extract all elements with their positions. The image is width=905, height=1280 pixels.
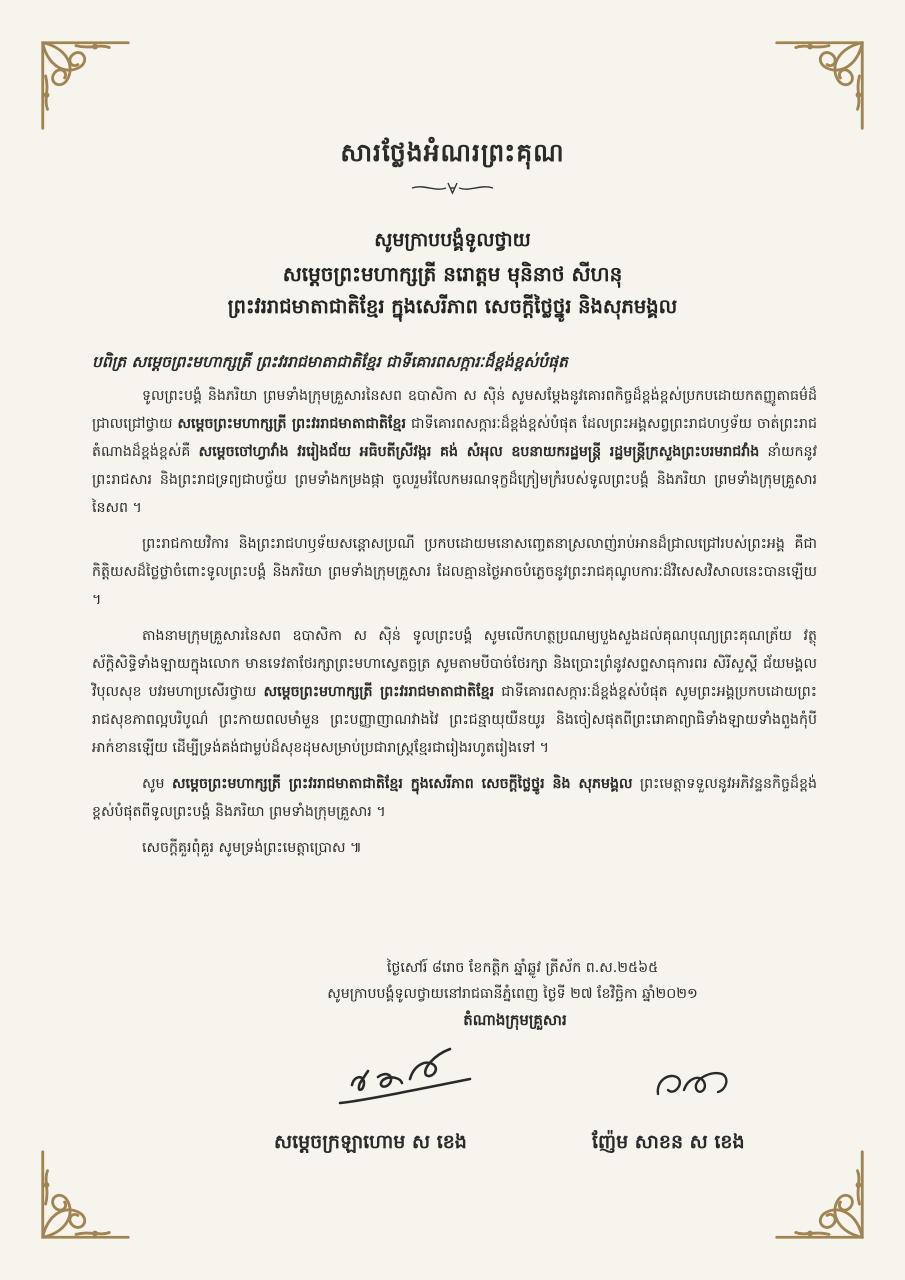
family-representative-label: តំណាងក្រុមគ្រួសារ (463, 1011, 567, 1029)
flourish-icon (772, 1147, 867, 1242)
corner-ornament-top-left (38, 38, 133, 133)
addressee-name: សម្តេចព្រះមហាក្សត្រី នរោត្តម មុនិនាថ សីហនុ (282, 262, 623, 286)
paragraph-2: ព្រះរាជកាយវិការ និងព្រះរាជហឫទ័យសន្តោសប្រណី ប្រកបដោយមនោសញ្ចេតនាស្រលាញ់រាប់អានដ៏ជ្រាលជ្រៅរបស់ព្រះអង្គ គឺជាកិត្តិយសដ៏ថ្លៃថ្លាចំពោះទូលព្រះបង្គំ និងភរិយា ព្រមទាំងក្រុមគ្រួសារ ដែលគ្មានថ្ងៃអាចបំភ្លេចនូវព្រះរាជគុណូបការៈដ៏វិសេសវិសាលនេះបានឡើយ ។ (92, 536, 817, 608)
bold-text-run: សម្តេចព្រះមហាក្សត្រី ព្រះវររាជមាតាជាតិខ្មែរ (263, 684, 495, 700)
flourish-icon (38, 1147, 133, 1242)
lunar-date: ថ្ងៃសៅរ៍ ៨រោច ខែកត្តិក ឆ្នាំឆ្លូវ ត្រីស័ក ព.ស.២៥៦៥ (386, 960, 659, 976)
letter-subhead: បពិត្រ សម្តេចព្រះមហាក្សត្រី ព្រះវររាជមាតាជាតិខ្មែរ ជាទីគោរពសក្ការៈដ៏ខ្ពង់ខ្ពស់បំផុត (92, 353, 568, 371)
text-run: ជាទីគោរពសក្ការៈដ៏ខ្ពង់ខ្ពស់បំផុត សូមព្រះអង្គប្រកបដោយព្រះរាជសុខភាពល្អបរិបូណ៌ ព្រះកាយពលមាំមួន ព្រះបញ្ញាញាណវាងវៃ ព្រះជន្មាយុយឺនយូរ និងចៀសផុតពីព្រះរោគាព្យាធិទាំងឡាយទាំងពួងកុំបីអាក់ខានឡើយ ដើម្បីទ្រង់គង់ជាម្លប់ដ៏សុខដុមសម្រាប់ប្រជារាស្ត្រខ្មែរជារៀងរហូតរៀងទៅ ។ (92, 684, 817, 756)
bold-text-run: សម្តេចព្រះមហាក្សត្រី ព្រះវររាជមាតាជាតិខ្មែរ (177, 416, 406, 432)
corner-ornament-top-right (772, 38, 867, 133)
flourish-icon (772, 38, 867, 133)
bold-text-run: សម្តេចចៅហ្វាវាំង វររៀងជ័យ អធិបតីស្រីវង្ករ គង់ សំអុល ឧបនាយករដ្ឋមន្ត្រី រដ្ឋមន្ត្រីក្រសួងព្រះបរមរាជវាំង (198, 444, 760, 460)
salutation-line: សូមក្រាបបង្គំទូលថ្វាយ (374, 229, 531, 251)
text-run: ជាទីគោរពសក្ការៈដ៏ខ្ពង់ខ្ពស់បំផុត ដែលព្រះអង្គសព្វព្រះរាជហឫទ័យ ចាត់ព្រះរាជតំណាងដ៏ខ្ពង់ខ្ពស់គឺ (92, 416, 817, 460)
divider-ornament-icon (410, 180, 495, 196)
corner-ornament-bottom-left (38, 1147, 133, 1242)
text-run: សូម (142, 776, 172, 792)
text-run: តាងនាមក្រុមគ្រួសារនៃសព ឧបាសិកា ស ស៊ិន់ ទូលព្រះបង្គំ សូមលើកហត្ថប្រណម្យបួងសួងដល់គុណបុណ្យព្រះគុណត្រ័យ វត្ថុស័ក្តិសិទ្ធិទាំងឡាយក្នុងលោក មានទេវតាថែរក្សាព្រះមហាស្វេតច្ឆត្រ សូមតាមបីបាច់ថែរក្សា និងប្រោះព្រំនូវសព្ទសាធុការពរ សិរីសួស្តី ជ័យមង្គល វិបុលសុខ បវរមហាប្រសើរថ្វាយ (92, 628, 817, 700)
solar-date: សូមក្រាបបង្គំទូលថ្វាយនៅរាជធានីភ្នំពេញ ថ្ងៃទី ២៧ ខែវិច្ឆិកា ឆ្នាំ២០២១ (327, 986, 698, 1002)
addressee-title: ព្រះវររាជមាតាជាតិខ្មែរ ក្នុងសេរីភាព សេចក្តីថ្លៃថ្នូរ និងសុភមង្គល (227, 295, 678, 318)
document-title: សារថ្លែងអំណរព្រះគុណ (340, 138, 565, 167)
paragraph-1 (92, 382, 817, 522)
flourish-icon (38, 38, 133, 133)
bold-text-run: សម្តេចព្រះមហាក្សត្រី ព្រះវររាជមាតាជាតិខ្មែរ ក្នុងសេរីភាព សេចក្តីថ្លៃថ្នូរ និង សុភមង្គល (171, 776, 633, 792)
signer-name-right: ញ៉ែម សាខន ស ខេង (592, 1131, 745, 1153)
signature-right (650, 1060, 735, 1110)
signature-left (330, 1035, 480, 1125)
letter-body (92, 348, 817, 862)
signer-name-left: សម្តេចក្រឡាហោម ស ខេង (274, 1131, 467, 1153)
closing-line: សេចក្តីគួរពុំគួរ សូមទ្រង់ព្រះមេត្តាប្រោស ៕ (142, 840, 362, 856)
corner-ornament-bottom-right (772, 1147, 867, 1242)
paragraph-4 (92, 770, 817, 826)
text-run: នាំយកនូវព្រះរាជសារ និងព្រះរាជទ្រព្យជាបច្ច័យ ព្រមទាំងកម្រងផ្កា ចូលរួមរំលែកមរណទុក្ខដ៏ក្រៀមក្រំរបស់ទូលព្រះបង្គំ និងភរិយា ព្រមទាំងក្រុមគ្រួសារនៃសព ។ (92, 444, 817, 516)
text-run: ទូលព្រះបង្គំ និងភរិយា ព្រមទាំងក្រុមគ្រួសារនៃសព ឧបាសិកា ស ស៊ិន់ សូមសម្តែងនូវគោរពកិច្ចដ៏ខ្ពង់ខ្ពស់ប្រកបដោយកតញ្ញូតាធម៌ដ៏ជ្រាលជ្រៅថ្វាយ (92, 388, 817, 432)
paragraph-3 (92, 622, 817, 762)
text-run: ព្រះមេត្តាទទួលនូវអភិវន្ទនកិច្ចដ៏ខ្ពង់ខ្ពស់បំផុតពីទូលព្រះបង្គំ និងភរិយា ព្រមទាំងក្រុមគ្រួសារ ។ (92, 776, 817, 820)
